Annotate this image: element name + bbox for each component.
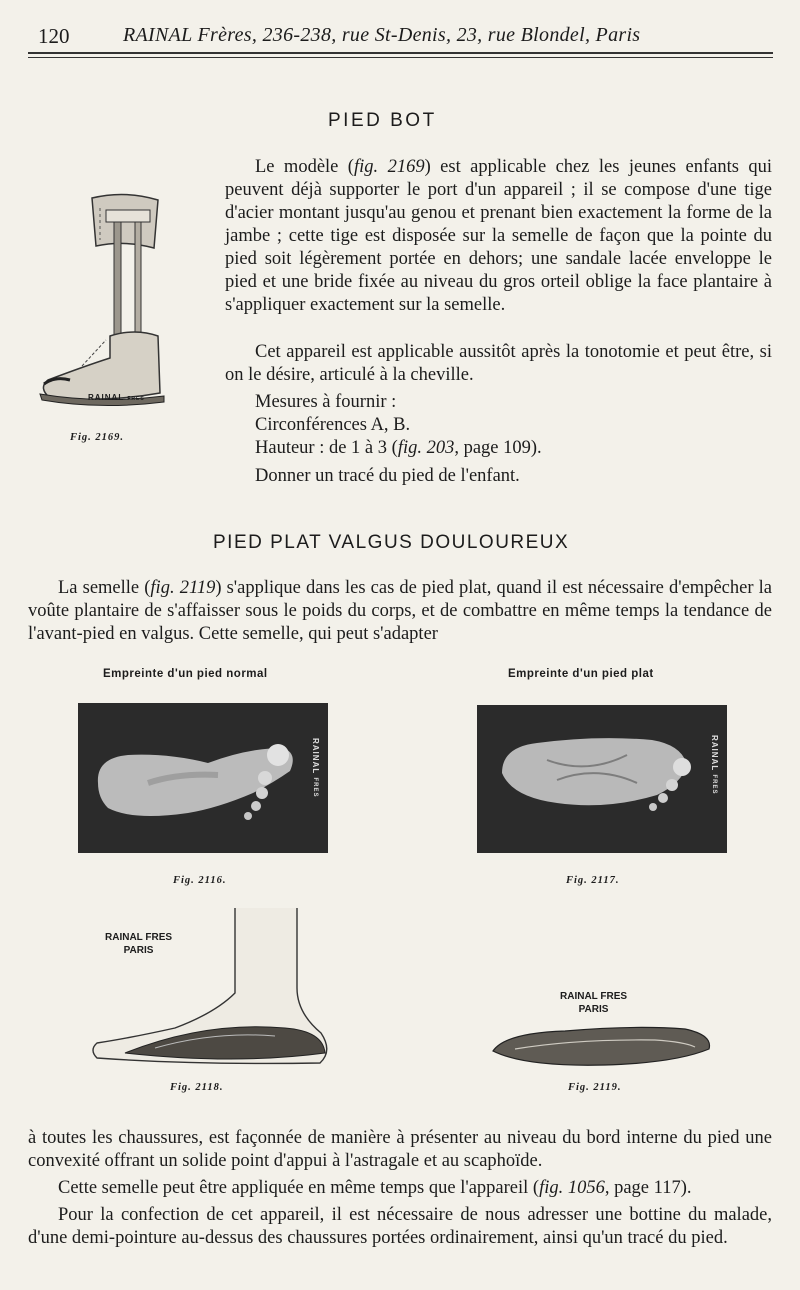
text-span: Cette semelle peut être appliquée en même temps que l'appareil ( <box>58 1178 540 1198</box>
footprint-brand: RAINAL <box>311 738 320 775</box>
figure-2169-brand: RAINAL <box>88 393 125 402</box>
section-title-pied-bot: PIED BOT <box>328 110 437 131</box>
text-span: ) s'applique dans les cas de pied plat, quand il est nécessaire d'empêcher la voûte plantaire de s'affaisser sous le poids du corps, et de combattre en même temps la tendance de l'avant-pied en valgus. Cette semelle, qui peut s'adapter <box>28 578 772 644</box>
paragraph-pied-bot-1 <box>225 156 772 317</box>
text-span: , page 109). <box>454 438 542 458</box>
text-span: Hauteur : de 1 à 3 ( <box>255 438 398 458</box>
brace-illustration <box>30 188 210 423</box>
text-span: La semelle ( <box>58 578 151 598</box>
figure-reference: fig. 2119 <box>150 578 216 598</box>
footprint-brand: RAINAL <box>710 735 719 772</box>
paragraph-pied-plat-1 <box>28 577 772 646</box>
paragraph-pied-plat-2: à toutes les chaussures, est façonnée de manière à présenter au niveau du bord interne du pied une convexité offrant un solide point d'appui à l'astragale et au scaphoïde. <box>28 1128 772 1171</box>
normal-footprint-image <box>78 703 328 853</box>
figure-reference: fig. 1056 <box>539 1178 605 1198</box>
caption-fig-2116: Fig. 2116. <box>173 875 227 886</box>
figure-2117-flat-footprint <box>477 705 727 853</box>
caption-fig-2169: Fig. 2169. <box>70 432 125 443</box>
paragraph-pied-plat-3 <box>28 1177 772 1200</box>
figure-2116-normal-footprint <box>78 703 328 853</box>
caption-fig-2119: Fig. 2119. <box>568 1082 622 1093</box>
flat-footprint-image <box>477 705 727 853</box>
footprint-brand-sub: FRES <box>711 774 717 795</box>
figure-reference: fig. 203 <box>397 438 455 458</box>
figure-2119-insole <box>485 985 720 1075</box>
brand-2119-line1: RAINAL FRES <box>560 991 628 1002</box>
page-header <box>28 22 773 62</box>
measures-height <box>255 437 542 460</box>
caption-fig-2118: Fig. 2118. <box>170 1082 224 1093</box>
measures-label: Mesures à fournir : <box>255 392 397 412</box>
measures-trace: Donner un tracé du pied de l'enfant. <box>255 466 520 486</box>
label-normal-footprint: Empreinte d'un pied normal <box>103 668 268 680</box>
header-rule-thin <box>28 57 773 58</box>
brand-2119-line2: PARIS <box>578 1004 609 1015</box>
text-span: Le modèle ( <box>255 157 354 177</box>
brand-2118-line2: PARIS <box>123 945 154 956</box>
label-flat-footprint: Empreinte d'un pied plat <box>508 668 654 680</box>
figure-2169-brace <box>30 188 210 423</box>
brand-2118-line1: RAINAL FRES <box>105 932 173 943</box>
paragraph-pied-plat-4: Pour la confection de cet appareil, il est nécessaire de nous adresser une bottine du malade, d'une demi-pointure au-dessus des chaussures portées ordinairement, ainsi qu'un tracé du pied. <box>28 1205 772 1248</box>
text-span: ) est applicable chez les jeunes enfants qui peuvent déjà supporter le port d'un appareil ; il se compose d'une tige d'acier montant jusqu'au genou et prenant bien exactement la forme de la jambe ; cette tige est disposée sur la semelle de façon que la pointe du pied soit légèrement portée en dehors; une sandale lacée enveloppe le pied et une bride fixée au niveau du gros orteil oblige la face plantaire à s'appliquer exactement sur la semelle. <box>225 157 773 315</box>
figure-2169-brand-sub: FRES <box>127 396 145 402</box>
header-rule-thick <box>28 52 773 54</box>
foot-with-insole-image <box>85 903 340 1073</box>
footprint-brand-sub: FRES <box>312 777 318 798</box>
page-number: 120 <box>38 24 70 48</box>
section-title-pied-plat: PIED PLAT VALGUS DOULOUREUX <box>213 532 570 553</box>
paragraph-pied-bot-2: Cet appareil est applicable aussitôt après la tonotomie et peut être, si on le désire, articulé à la cheville. <box>225 342 772 385</box>
figure-reference: fig. 2169 <box>353 157 425 177</box>
running-title: RAINAL Frères, 236-238, rue St-Denis, 23, rue Blondel, Paris <box>123 24 641 46</box>
measures-circumferences: Circonférences A, B. <box>255 415 411 435</box>
caption-fig-2117: Fig. 2117. <box>566 875 620 886</box>
figure-2118-foot-with-insole <box>85 903 340 1073</box>
text-span: , page 117). <box>604 1178 692 1198</box>
